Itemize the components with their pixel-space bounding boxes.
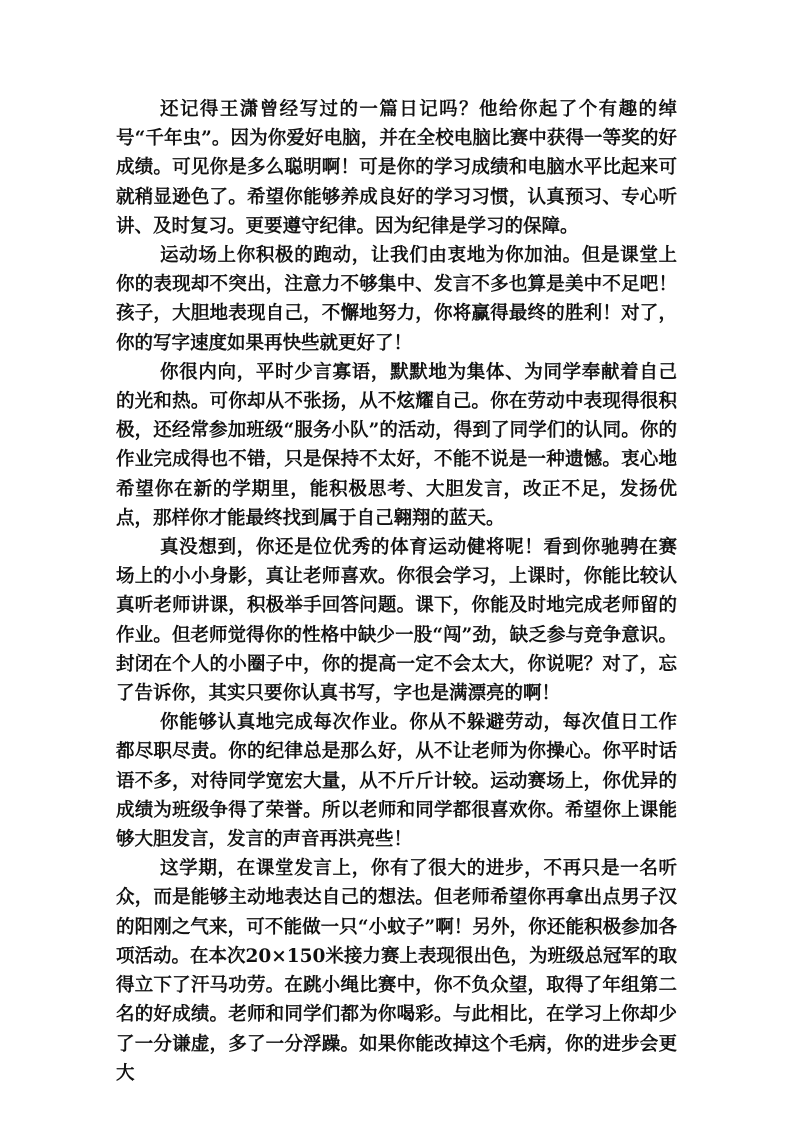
comment-paragraph-1: 还记得王潇曾经写过的一篇日记吗？他给你起了个有趣的绰号“千年虫”。因为你爱好电脑，并在全校电脑比赛中获得一等奖的好成绩。可见你是多么聪明啊！可是你的学习成绩和电脑水平比起来可就稍显逊色了。希望你能够养成良好的学习习惯，认真预习、专心听讲、及时复习。更要遵守纪律。因为纪律是学习的保障。 (116, 99, 677, 237)
comment-paragraph-3: 你很内向，平时少言寡语，默默地为集体、为同学奉献着自己的光和热。可你却从不张扬，从不炫耀自己。你在劳动中表现得很积极，还经常参加班级“服务小队”的活动，得到了同学们的认同。你的作业完成得也不错，只是保持不太好，不能不说是一种遗憾。衷心地希望你在新的学期里，能积极思考、大胆发言，改正不足，发扬优点，那样你才能最终找到属于自己翱翔的蓝天。 (116, 361, 677, 529)
document-body (116, 95, 677, 1088)
comment-paragraph-5: 你能够认真地完成每次作业。你从不躲避劳动，每次值日工作都尽职尽责。你的纪律总是那么好，从不让老师为你操心。你平时话语不多，对待同学宽宏大量，从不斤斤计较。运动赛场上，你优异的成绩为班级争得了荣誉。所以老师和同学都很喜欢你。希望你上课能够大胆发言，发言的声音再洪亮些！ (116, 712, 677, 851)
comment-paragraph-2: 运动场上你积极的跑动，让我们由衷地为你加油。但是课堂上你的表现却不突出，注意力不够集中、发言不多也算是美中不足吧！孩子，大胆地表现自己，不懈地努力，你将赢得最终的胜利！对了，你的写字速度如果再快些就更好了！ (116, 245, 677, 354)
comment-paragraph-6: 这学期，在课堂发言上，你有了很大的进步，不再只是一名听众，而是能够主动地表达自己的想法。但老师希望你再拿出点男子汉的阳刚之气来，可不能做一只“小蚊子”啊！另外，你还能积极参加各项活动。在本次20×150米接力赛上表现很出色，为班级总冠军的取得立下了汗马功劳。在跳小绳比赛中，你不负众望，取得了年组第二名的好成绩。老师和同学们都为你喝彩。与此相比，在学习上你却少了一分谦虚，多了一分浮躁。如果你能改掉这个毛病，你的进步会更大 (116, 858, 677, 1084)
comment-paragraph-4: 真没想到，你还是位优秀的体育运动健将呢！看到你驰骋在赛场上的小小身影，真让老师喜欢。你很会学习，上课时，你能比较认真听老师讲课，积极举手回答问题。课下，你能及时地完成老师留的作业。但老师觉得你的性格中缺少一股“闯”劲，缺乏参与竞争意识。封闭在个人的小圈子中，你的提高一定不会太大，你说呢？对了，忘了告诉你，其实只要你认真书写，字也是满漂亮的啊！ (116, 537, 677, 705)
